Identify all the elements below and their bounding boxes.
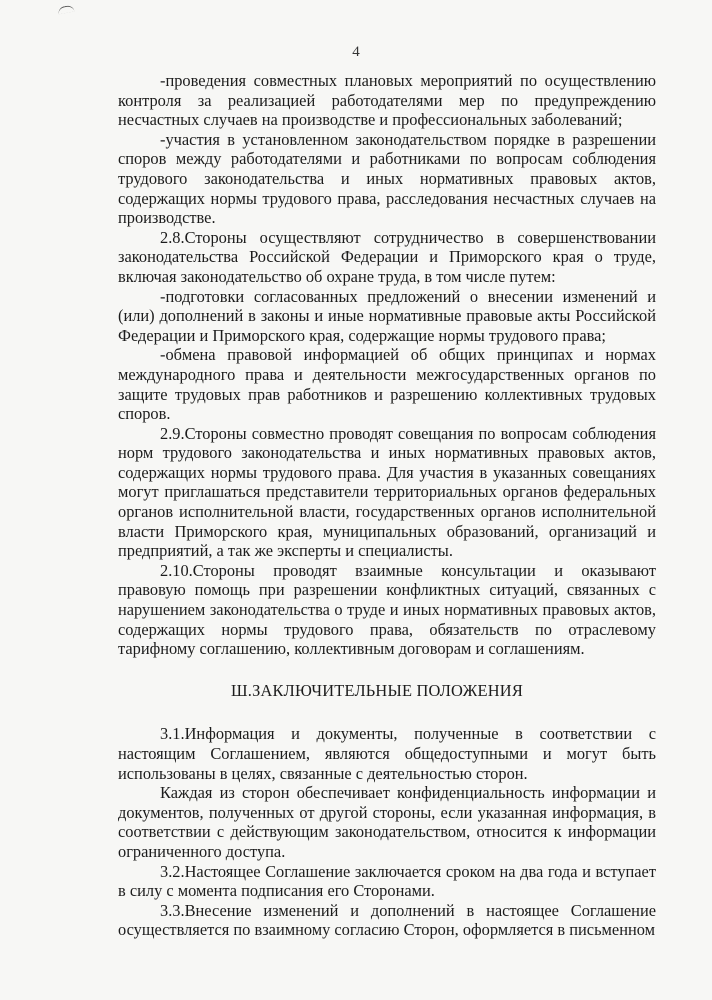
page-number: 4 [352, 44, 360, 60]
paragraph-2-10: 2.10.Стороны проводят взаимные консультации и оказывают правовую помощь при разрешении конфликтных ситуаций, связанных с нарушением законодательства о труде и иных нормативных правовых актов, содержащих нормы трудового права, обязательств по отраслевому тарифному соглашению, коллективным договорам и соглашениям. [118, 560, 656, 659]
paragraph-2-9: 2.9.Стороны совместно проводят совещания по вопросам соблюдения норм трудового законодательства и иных нормативных правовых актов, содержащих нормы трудового права. Для участия в указанных совещаниях могут приглашаться представители территориальных органов федеральных органов исполнительной власти, государственных органов исполнительной власти Приморского края, муниципальных образований, организаций и предприятий, а так же эксперты и специалисты. [118, 423, 656, 561]
paragraph-proposals: -подготовки согласованных предложений о внесении изменений и (или) дополнений в законы и иные нормативные правовые акты Российской Федерации и Приморского края, содержащие нормы трудового права; [118, 286, 656, 345]
paragraph-2-8: 2.8.Стороны осуществляют сотрудничество в совершенствовании законодательства Российской Федерации и Приморского края о труде, включая законодательство об охране труда, в том числе путем: [118, 227, 656, 286]
paragraph-3-3: 3.3.Внесение изменений и дополнений в настоящее Соглашение осуществляется по взаимному согласию Сторон, оформляется в письменном [118, 900, 656, 940]
section-heading: Ш.ЗАКЛЮЧИТЕЛЬНЫЕ ПОЛОЖЕНИЯ [231, 680, 523, 700]
paragraph-info-exchange: -обмена правовой информацией об общих принципах и нормах международного права и деятельности межгосударственных органов по защите трудовых прав работников и разрешению коллективных трудовых споров. [118, 345, 656, 424]
paragraph-dispute-resolution: -участия в установленном законодательством порядке в разрешении споров между работодателями и работниками по вопросам соблюдения трудового законодательства и иных нормативных правовых актов, содержащих нормы трудового права, расследования несчастных случаев на производстве. [118, 129, 656, 228]
paragraph-control-measures: -проведения совместных плановых мероприятий по осуществлению контроля за реализацией работодателями мер по предупреждению несчастных случаев на производстве и профессиональных заболеваний; [118, 71, 656, 130]
paragraph-3-1: 3.1.Информация и документы, полученные в соответствии с настоящим Соглашением, являются общедоступными и могут быть использованы в целях, связанные с деятельностью сторон. [118, 724, 656, 783]
scan-pen-mark [58, 5, 75, 15]
paragraph-3-2: 3.2.Настоящее Соглашение заключается сроком на два года и вступает в силу с момента подписания его Сторонами. [118, 861, 656, 901]
document-body [118, 71, 656, 940]
paragraph-confidentiality: Каждая из сторон обеспечивает конфиденциальность информации и документов, полученных от другой стороны, если указанная информация, в соответствии с действующим законодательством, относится к информации ограниченного доступа. [118, 783, 656, 861]
